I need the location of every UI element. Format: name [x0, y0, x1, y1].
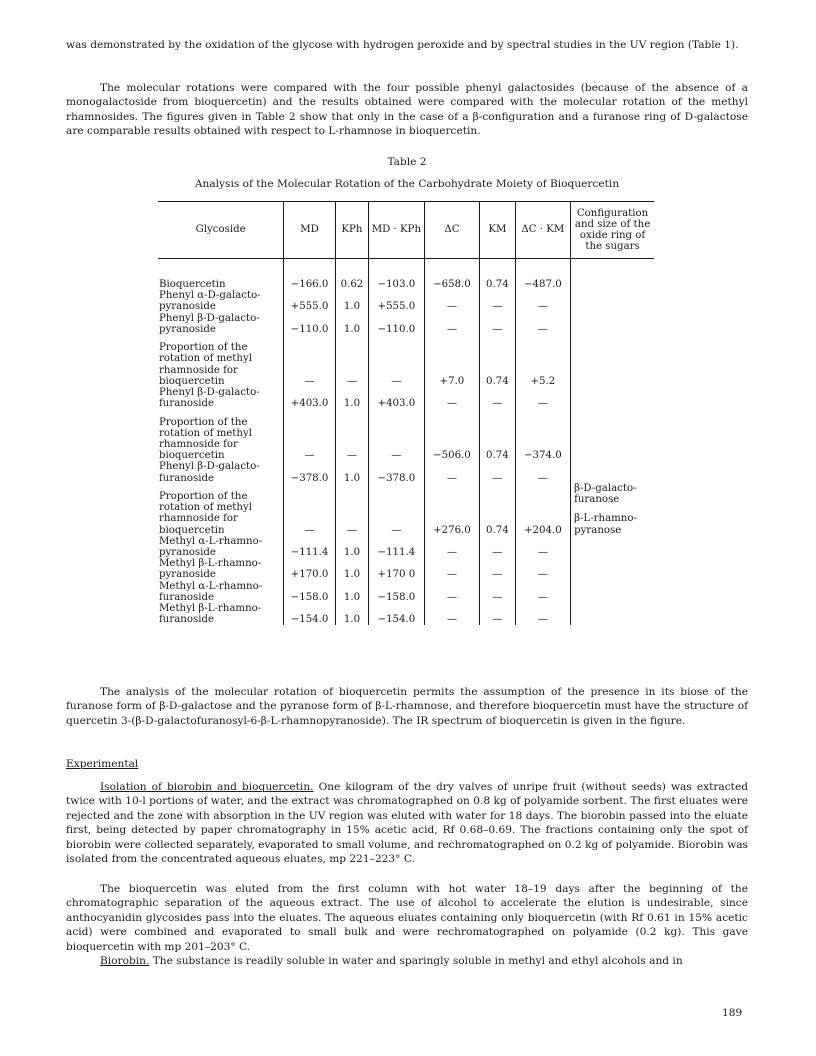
config-note-galactofuranose: β-D-galacto-furanose [574, 483, 637, 506]
paragraph-molecular-rotation: The molecular rotations were compared with the four possible phenyl galactosides (because of the absence of a monogalactoside from bioquercetin) and the results obtained were compared with the molecular rotation of the methyl rhamnosides. The figures given in Table 2 show that only in the case of a β-configuration and a furanose ring of D-galactose are comparable results obtained with respect to L-rhamnose in bioquercetin. [66, 82, 748, 138]
table-label: Table 2 [387, 156, 427, 168]
table-row: Phenyl β-D-galacto-furanoside +403.0 1.0 +403.0 — — — [158, 387, 654, 409]
paragraph-biorobin: Biorobin. The substance is readily soluble in water and sparingly soluble in methyl and ethyl alcohols and in [100, 955, 683, 967]
table-row: Bioquercetin −166.0 0.62 −103.0 −658.0 0.74 −487.0 β-D-galacto-furanose β-L-rhamno-pyranose [158, 259, 654, 291]
biorobin-subheading: Biorobin. [100, 955, 150, 967]
table-title: Analysis of the Molecular Rotation of the Carbohydrate Moiety of Bioquercetin [194, 178, 620, 190]
col-header-kph: KPh [335, 202, 368, 259]
col-header-delta-c: ΔC [424, 202, 480, 259]
col-header-md: MD [284, 202, 336, 259]
paragraph-intro: was demonstrated by the oxidation of the glycose with hydrogen peroxide and by spectral studies in the UV region (Table 1). [66, 39, 739, 51]
table-row: Methyl α-L-rhamno-pyranoside −111.4 1.0 −111.4 — — — [158, 536, 654, 558]
table-row: Methyl β-L-rhamno-pyranoside +170.0 1.0 +170 0 — — — [158, 558, 654, 580]
paragraph-bioquercetin-elution: The bioquercetin was eluted from the first column with hot water 18–19 days after the beginning of the chromatographic separation of the aqueous extract. The use of alcohol to accelerate the elution is undesirable, since anthocyanidin glycosides pass into the eluates. The aqueous eluates containing only bioquercetin (with Rf 0.61 in 15% acetic acid) were combined and evaporated to small bulk and were rechromatographed on polyamide (0.2 kg). This gave bioquercetin with mp 201–203° C. [66, 883, 748, 953]
table-row: Proportion of the rotation of methyl rhamnoside for bioquercetin — — — +276.0 0.74 +204.0 [158, 484, 654, 536]
table-row: Proportion of the rotation of methyl rhamnoside for bioquercetin — — — −506.0 0.74 −374.0 [158, 409, 654, 461]
table-row: Phenyl α-D-galacto-pyranoside +555.0 1.0 +555.0 — — — [158, 290, 654, 312]
table-row: Phenyl β-D-galacto-furanoside −378.0 1.0 −378.0 — — — [158, 461, 654, 483]
rotation-table [158, 201, 654, 625]
paragraph-isolation: Isolation of biorobin and bioquercetin. One kilogram of the dry valves of unripe fruit (without seeds) was extracted twice with 10-l portions of water, and the extract was chromatographed on 0.8 kg of polyamide sorbent. The first eluates were rejected and the zone with absorption in the UV region was eluted with water for 18 days. The biorobin passed into the eluate first, being detected by paper chromatography in 15% acetic acid, Rf 0.68–0.69. The fractions containing only the spot of biorobin were collected separately, evaporated to small volume, and rechromatographed on 0.2 kg of polyamide. Biorobin was isolated from the concentrated aqueous eluates, mp 221–223° C. [66, 781, 748, 866]
paragraph-analysis: The analysis of the molecular rotation of bioquercetin permits the assumption of the presence in its biose of the furanose form of β-D-galactose and the pyranose form of β-L-rhamnose, and therefore bioquercetin must have the structure of quercetin 3-(β-D-galactofuranosyl-6-β-L-rhamnopyranoside). The IR spectrum of bioquercetin is given in the figure. [66, 686, 748, 727]
table-row: Phenyl β-D-galacto-pyranoside −110.0 1.0 −110.0 — — — [158, 313, 654, 335]
table-row: Proportion of the rotation of methyl rhamnoside for bioquercetin — — — +7.0 0.74 +5.2 [158, 335, 654, 387]
table-row: Methyl β-L-rhamno-furanoside −154.0 1.0 −154.0 — — — [158, 603, 654, 625]
page-number: 189 [722, 1007, 743, 1019]
isolation-subheading: Isolation of biorobin and bioquercetin. [100, 781, 314, 793]
col-header-configuration: Configuration and size of the oxide ring of the sugars [571, 202, 654, 259]
section-heading-experimental: Experimental [66, 758, 139, 770]
configuration-cell [571, 259, 654, 626]
table-header-row [158, 202, 654, 259]
table-row: Methyl α-L-rhamno-furanoside −158.0 1.0 −158.0 — — — [158, 581, 654, 603]
config-note-rhamnopyranose: β-L-rhamno-pyranose [574, 513, 637, 536]
col-header-glycoside: Glycoside [158, 202, 284, 259]
col-header-km: KM [480, 202, 515, 259]
col-header-delta-c-km: ΔC · KM [515, 202, 571, 259]
col-header-md-kph: MD · KPh [369, 202, 425, 259]
